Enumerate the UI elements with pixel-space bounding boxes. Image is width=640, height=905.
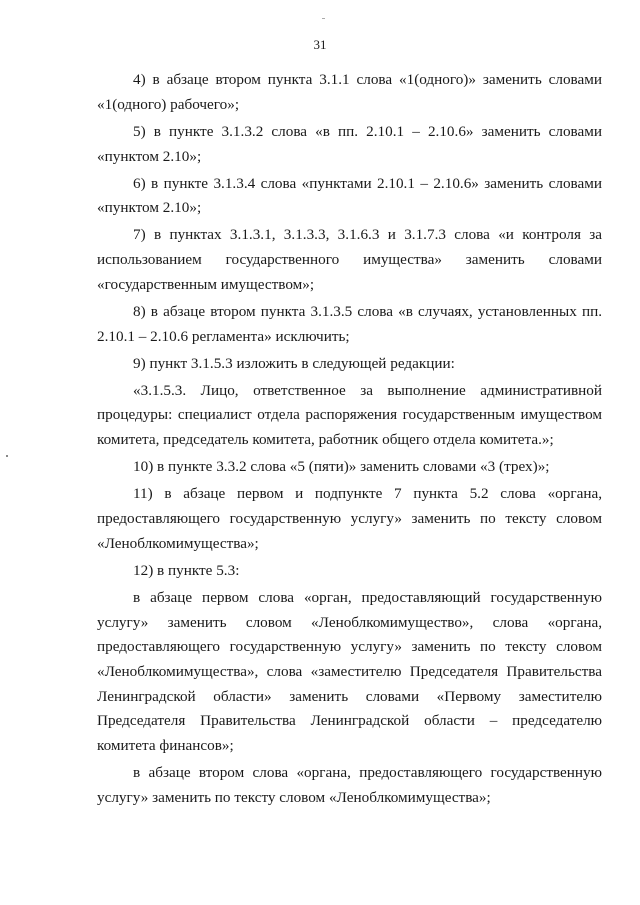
- paragraph-item-11: 11) в абзаце первом и подпункте 7 пункта 5.2 слова «органа, предоставляющего государственную услугу» заменить по тексту словом «Леноблкомимущества»;: [97, 485, 602, 552]
- paragraph-item-7: 7) в пунктах 3.1.3.1, 3.1.3.3, 3.1.6.3 и 3.1.7.3 слова «и контроля за использованием государственного имущества» заменить словами «государственным имуществом»;: [97, 226, 602, 293]
- scan-speck: [322, 18, 325, 19]
- paragraph-5-3-second: в абзаце втором слова «органа, предоставляющего государственную услугу» заменить по тексту словом «Леноблкомимущества»;: [97, 764, 602, 806]
- paragraph-item-8: 8) в абзаце втором пункта 3.1.3.5 слова «в случаях, установленных пп. 2.10.1 – 2.10.6 регламента» исключить;: [97, 302, 602, 345]
- paragraph-item-12: 12) в пункте 5.3:: [133, 561, 240, 579]
- scan-speck: [6, 455, 8, 457]
- page-number: 31: [313, 37, 327, 52]
- paragraph-item-6: 6) в пункте 3.1.3.4 слова «пунктами 2.10.1 – 2.10.6» заменить словами «пунктом 2.10»;: [97, 174, 602, 217]
- paragraph-quote-3-1-5-3: «3.1.5.3. Лицо, ответственное за выполнение административной процедуры: специалист отдела распоряжения государственным имуществом комитета, председатель комитета, работник общего отдела комитета.»;: [97, 381, 602, 449]
- paragraph-item-10: 10) в пункте 3.3.2 слова «5 (пяти)» заменить словами «3 (трех)»;: [133, 458, 550, 476]
- paragraph-item-4: 4) в абзаце втором пункта 3.1.1 слова «1(одного)» заменить словами «1(одного) рабочего»;: [97, 71, 602, 113]
- document-body: [97, 68, 602, 813]
- paragraph-item-5: 5) в пункте 3.1.3.2 слова «в пп. 2.10.1 – 2.10.6» заменить словами «пунктом 2.10»;: [97, 122, 602, 165]
- paragraph-5-3-first: в абзаце первом слова «орган, предоставляющий государственную услугу» заменить словом «Леноблкомимущество», слова «органа, предоставляющего государственную услугу» заменить по тексту словом «Леноблкомимущества», слова «заместителю Председателя Правительства Ленинградской области» заменить словами «Первому заместителю Председателя Правительства Ленинградской области – председателю комитета финансов»;: [97, 588, 602, 755]
- paragraph-item-9: 9) пункт 3.1.5.3 изложить в следующей редакции:: [133, 354, 455, 372]
